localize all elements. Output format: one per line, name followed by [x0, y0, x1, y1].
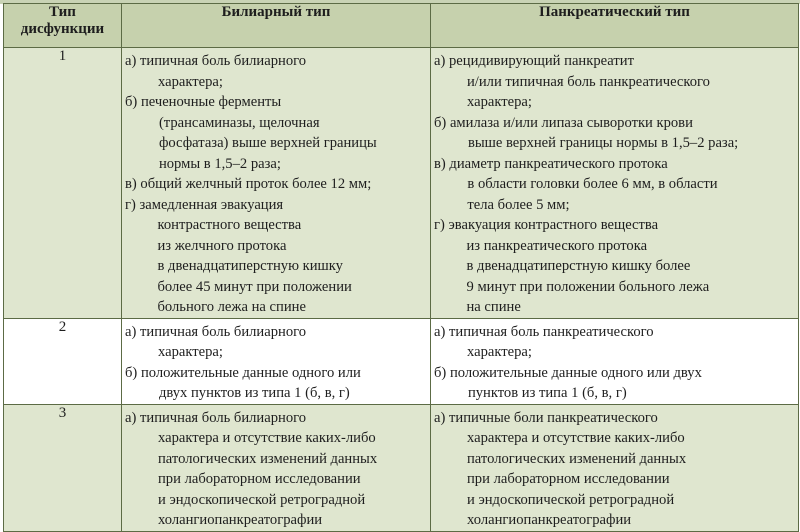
item-marker: а): [125, 409, 140, 426]
item-marker: г): [434, 217, 449, 233]
item-marker: г): [125, 196, 140, 213]
pancreatic-items: [431, 48, 798, 318]
item-line: и/или типичная боль панкреатического: [467, 73, 710, 90]
list-item: [434, 322, 795, 363]
item-line: и эндоскопической ретроградной: [467, 491, 675, 508]
item-text: [450, 363, 795, 404]
row-type-number: 3: [4, 404, 122, 531]
list-item: [434, 113, 795, 154]
pancreatic-items: [431, 319, 798, 404]
item-line: типичные боли панкреатического: [449, 409, 658, 426]
item-line: эвакуация контрастного вещества: [448, 217, 659, 233]
list-item: [434, 154, 795, 216]
item-line: типичная боль билиарного: [140, 323, 307, 340]
item-line: фосфатаза) выше верхней границы: [158, 135, 377, 151]
item-text: [140, 408, 427, 531]
item-text: [449, 51, 795, 113]
item-text: [140, 322, 427, 363]
item-line: диаметр панкреатического протока: [449, 155, 668, 172]
item-line: при лабораторном исследовании: [467, 471, 670, 487]
header-type: Тип дисфункции: [4, 4, 122, 48]
item-line: замедленная эвакуация: [139, 196, 284, 213]
item-line: выше верхней границы нормы в 1,5–2 раза;: [467, 135, 739, 151]
item-line: в двенадцатиперстную кишку: [157, 258, 343, 274]
table-row: [4, 404, 799, 531]
item-line: характера;: [158, 73, 223, 90]
item-marker: б): [125, 364, 141, 381]
item-line: характера;: [467, 94, 532, 110]
list-item: [125, 408, 427, 531]
item-marker: а): [125, 323, 140, 340]
dysfunction-table: [3, 3, 799, 532]
item-line: характера;: [158, 344, 223, 360]
item-line: характера и отсутствие каких-либо: [467, 430, 685, 446]
pancreatic-items: [431, 405, 798, 531]
list-item: [125, 322, 427, 363]
item-text: [450, 113, 795, 154]
item-line: печеночные ферменты: [140, 94, 282, 110]
item-marker: б): [434, 364, 450, 381]
item-line: положительные данные одного или двух: [449, 364, 702, 381]
item-text: [449, 215, 796, 318]
item-line: общий желчный проток более 12 мм;: [140, 176, 372, 192]
item-text: [141, 92, 427, 174]
list-item: [125, 51, 427, 92]
item-line: холангиопанкреатографии: [467, 512, 632, 528]
biliary-items: [122, 48, 430, 318]
item-line: при лабораторном исследовании: [158, 471, 361, 487]
item-text: [449, 322, 795, 363]
row-type-number: 2: [4, 318, 122, 404]
item-line: рецидивирующий панкреатит: [449, 53, 634, 69]
item-line: на спине: [466, 299, 521, 315]
biliary-items: [122, 319, 430, 404]
item-line: типичная боль панкреатического: [449, 323, 654, 340]
item-line: из желчного протока: [157, 237, 287, 254]
item-line: пунктов из типа 1 (б, в, г): [467, 385, 627, 401]
item-text: [449, 154, 795, 216]
item-marker: а): [434, 323, 449, 340]
item-line: типичная боль билиарного: [140, 53, 307, 69]
pancreatic-cell: [431, 318, 799, 404]
list-item: [434, 215, 795, 318]
item-line: патологических изменений данных: [158, 450, 378, 467]
item-line: характера;: [467, 344, 532, 360]
item-text: [449, 408, 795, 531]
item-marker: а): [125, 53, 140, 69]
list-item: [125, 174, 427, 195]
table-row: [4, 48, 799, 319]
item-line: в двенадцатиперстную кишку более: [466, 258, 691, 274]
item-line: тела более 5 мм;: [467, 196, 570, 213]
list-item: [125, 195, 427, 318]
item-line: положительные данные одного или: [140, 364, 361, 381]
item-line: (трансаминазы, щелочная: [158, 114, 320, 131]
biliary-cell: [122, 48, 431, 319]
list-item: [434, 51, 795, 113]
row-type-number: 1: [4, 48, 122, 319]
header-row: [4, 4, 799, 48]
item-line: типичная боль билиарного: [140, 409, 307, 426]
item-text: [141, 363, 427, 404]
item-marker: б): [434, 114, 450, 131]
item-line: патологических изменений данных: [467, 450, 687, 467]
item-line: контрастного вещества: [157, 217, 302, 233]
item-line: больного лежа на спине: [157, 299, 306, 315]
biliary-cell: [122, 404, 431, 531]
item-line: характера и отсутствие каких-либо: [158, 430, 376, 446]
list-item: [125, 92, 427, 174]
item-line: и эндоскопической ретроградной: [158, 491, 366, 508]
header-pancreatic: Панкреатический тип: [431, 4, 799, 48]
item-line: 9 минут при положении больного лежа: [466, 278, 710, 295]
item-marker: в): [434, 155, 450, 172]
list-item: [434, 408, 795, 531]
item-line: амилаза и/или липаза сыворотки крови: [449, 114, 693, 131]
item-marker: в): [125, 176, 141, 192]
biliary-items: [122, 405, 430, 531]
item-line: холангиопанкреатографии: [158, 512, 323, 528]
item-line: нормы в 1,5–2 раза;: [158, 155, 281, 172]
pancreatic-cell: [431, 48, 799, 319]
item-line: из панкреатического протока: [466, 237, 648, 254]
item-marker: а): [434, 53, 449, 69]
item-line: в области головки более 6 мм, в области: [467, 176, 718, 192]
item-text: [140, 195, 428, 318]
item-line: более 45 минут при положении: [157, 278, 352, 295]
pancreatic-cell: [431, 404, 799, 531]
item-marker: а): [434, 409, 449, 426]
list-item: [125, 363, 427, 404]
header-biliary: Билиарный тип: [122, 4, 431, 48]
item-text: [140, 174, 427, 195]
table-row: [4, 318, 799, 404]
item-text: [140, 51, 427, 92]
list-item: [434, 363, 795, 404]
item-line: двух пунктов из типа 1 (б, в, г): [158, 385, 350, 401]
biliary-cell: [122, 318, 431, 404]
item-marker: б): [125, 94, 141, 110]
